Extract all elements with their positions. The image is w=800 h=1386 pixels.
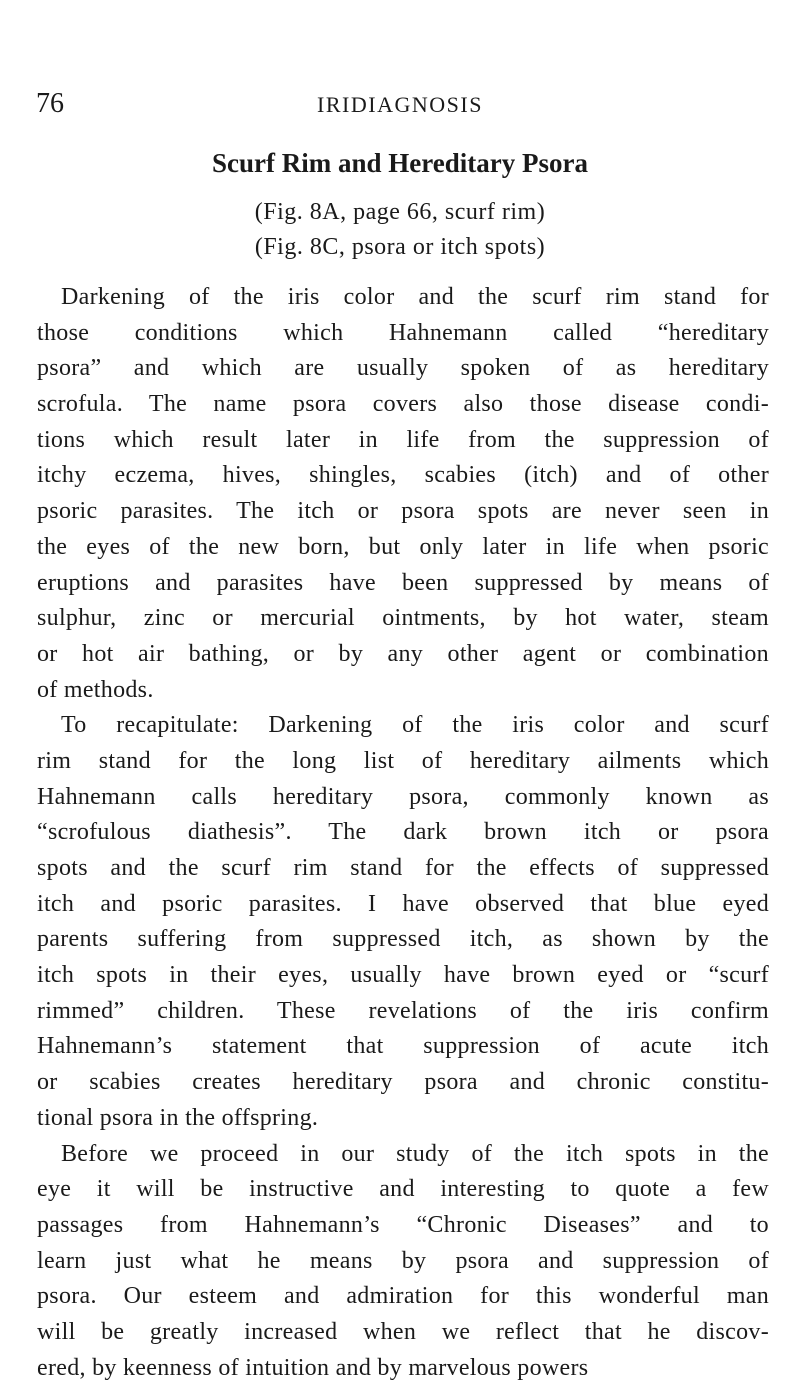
text-line: tional psora in the offspring. — [37, 1104, 319, 1131]
text-line: spots and the scurf rim stand for the effects of suppressed — [37, 855, 769, 881]
text-line: learn just what he means by psora and suppression of — [37, 1247, 769, 1274]
text-line: ered, by keenness of intuition and by marvelous powers — [37, 1354, 589, 1381]
text-line: Hahnemann calls hereditary psora, commonly known as — [37, 783, 769, 810]
text-line: scrofula. The name psora covers also those disease condi- — [37, 391, 769, 418]
text-line: those conditions which Hahnemann called “hereditary — [37, 319, 769, 346]
text-line: tions which result later in life from the suppression of — [37, 426, 769, 453]
section-title: Scurf Rim and Hereditary Psora — [212, 148, 588, 178]
text-line: the eyes of the new born, but only later in life when psoric — [37, 533, 769, 560]
text-line: itch and psoric parasites. I have observed that blue eyed — [37, 890, 769, 917]
text-line: sulphur, zinc or mercurial ointments, by hot water, steam — [37, 605, 769, 632]
text-line: rimmed” children. These revelations of the iris confirm — [37, 997, 769, 1024]
text-line: “scrofulous diathesis”. The dark brown itch or psora — [37, 819, 769, 846]
text-line: itchy eczema, hives, shingles, scabies (itch) and of other — [37, 462, 769, 489]
text-line: To recapitulate: Darkening of the iris color and scurf — [61, 712, 769, 739]
text-line: passages from Hahnemann’s “Chronic Diseases” and to — [37, 1211, 769, 1238]
text-line: of methods. — [37, 676, 154, 703]
running-head: IRIDIAGNOSIS — [317, 92, 483, 117]
figure-reference: (Fig. 8A, page 66, scurf rim) — [254, 199, 546, 225]
text-line: psora” and which are usually spoken of as hereditary — [37, 355, 769, 382]
text-line: itch spots in their eyes, usually have brown eyed or “scurf — [37, 962, 769, 989]
text-line: eruptions and parasites have been suppressed by means of — [37, 569, 769, 596]
page-number: 76 — [36, 88, 64, 119]
text-line: Before we proceed in our study of the itch spots in the — [61, 1140, 769, 1167]
text-line: psoric parasites. The itch or psora spots are never seen in — [37, 498, 769, 525]
figure-reference: (Fig. 8C, psora or itch spots) — [254, 234, 546, 260]
text-line: eye it will be instructive and interesting to quote a few — [37, 1176, 769, 1203]
text-line: rim stand for the long list of hereditary ailments which — [37, 747, 769, 774]
text-line: Hahnemann’s statement that suppression of acute itch — [37, 1033, 769, 1060]
text-line: parents suffering from suppressed itch, as shown by the — [37, 926, 769, 953]
text-line: Darkening of the iris color and the scurf rim stand for — [61, 284, 769, 310]
text-line: or hot air bathing, or by any other agent or combination — [37, 640, 769, 667]
text-line: psora. Our esteem and admiration for this wonderful man — [37, 1283, 769, 1310]
text-line: or scabies creates hereditary psora and chronic constitu- — [37, 1069, 769, 1096]
body-text — [37, 280, 769, 1386]
text-line: will be greatly increased when we reflect that he discov- — [37, 1318, 769, 1345]
